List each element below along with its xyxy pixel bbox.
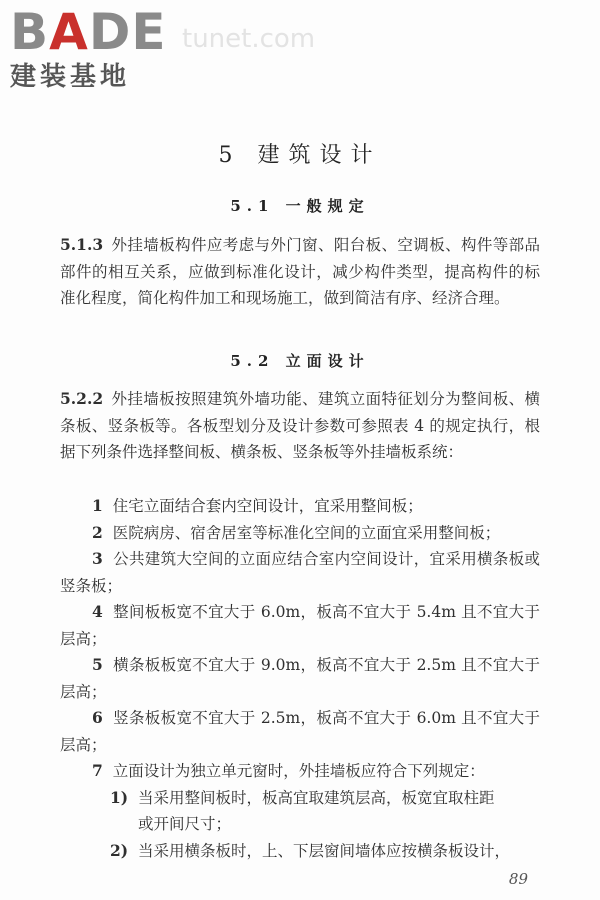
clause-text: 外挂墙板按照建筑外墙功能、建筑立面特征划分为整间板、横条板、竖条板等。各板型划分及设计参数可参照表 4 的规定执行，根据下列条件选择整间板、横条板、竖条板等外挂墙板系统： (60, 390, 540, 461)
list-item: 7 立面设计为独立单元窗时，外挂墙板应符合下列规定： (92, 761, 485, 780)
list-item: 4 整间板板宽不宜大于 6.0m，板高不宜大于 5.4m 且不宜大于层高； (60, 602, 540, 648)
publisher-logo (10, 4, 340, 99)
sub-list-item: 1) 当采用整间板时，板高宜取建筑层高，板宽宜取柱距 或开间尺寸； (110, 788, 495, 833)
list-item: 2 医院病房、宿舍居室等标准化空间的立面宜采用整间板； (92, 523, 501, 542)
logo-wordmark: BADE (10, 3, 167, 61)
section-title-5-1: 5.1 一般规定 (230, 197, 370, 215)
list-item: 3 公共建筑大空间的立面应结合室内空间设计，宜采用横条板或竖条板； (60, 549, 540, 595)
sub-list-item: 2) 当采用横条板时，上、下层窗间墙体应按横条板设计， (110, 841, 511, 860)
section-title-5-2: 5.2 立面设计 (230, 352, 370, 370)
clause-number: 5.1.3 (60, 235, 104, 254)
clause-text: 外挂墙板构件应考虑与外门窗、阳台板、空调板、构件等部品部件的相互关系，应做到标准化设计，减少构件类型，提高构件的标准化程度，简化构件加工和现场施工，做到简洁有序、经济合理。 (60, 236, 540, 307)
logo-subtitle: 建装基地 (10, 62, 131, 92)
clause-5-1-3 (60, 232, 540, 312)
clause-number: 5.2.2 (60, 389, 104, 408)
list-item: 1 住宅立面结合套内空间设计，宜采用整间板； (92, 496, 423, 515)
page-number: 89 (508, 870, 528, 888)
clause-5-2-2 (60, 386, 540, 466)
list-item: 5 横条板板宽不宜大于 9.0m，板高不宜大于 2.5m 且不宜大于层高； (60, 655, 540, 701)
chapter-title: 5 建筑设计 (218, 143, 382, 168)
watermark-text: tunet.com (182, 24, 316, 54)
list-item: 6 竖条板板宽不宜大于 2.5m，板高不宜大于 6.0m 且不宜大于层高； (60, 708, 540, 754)
